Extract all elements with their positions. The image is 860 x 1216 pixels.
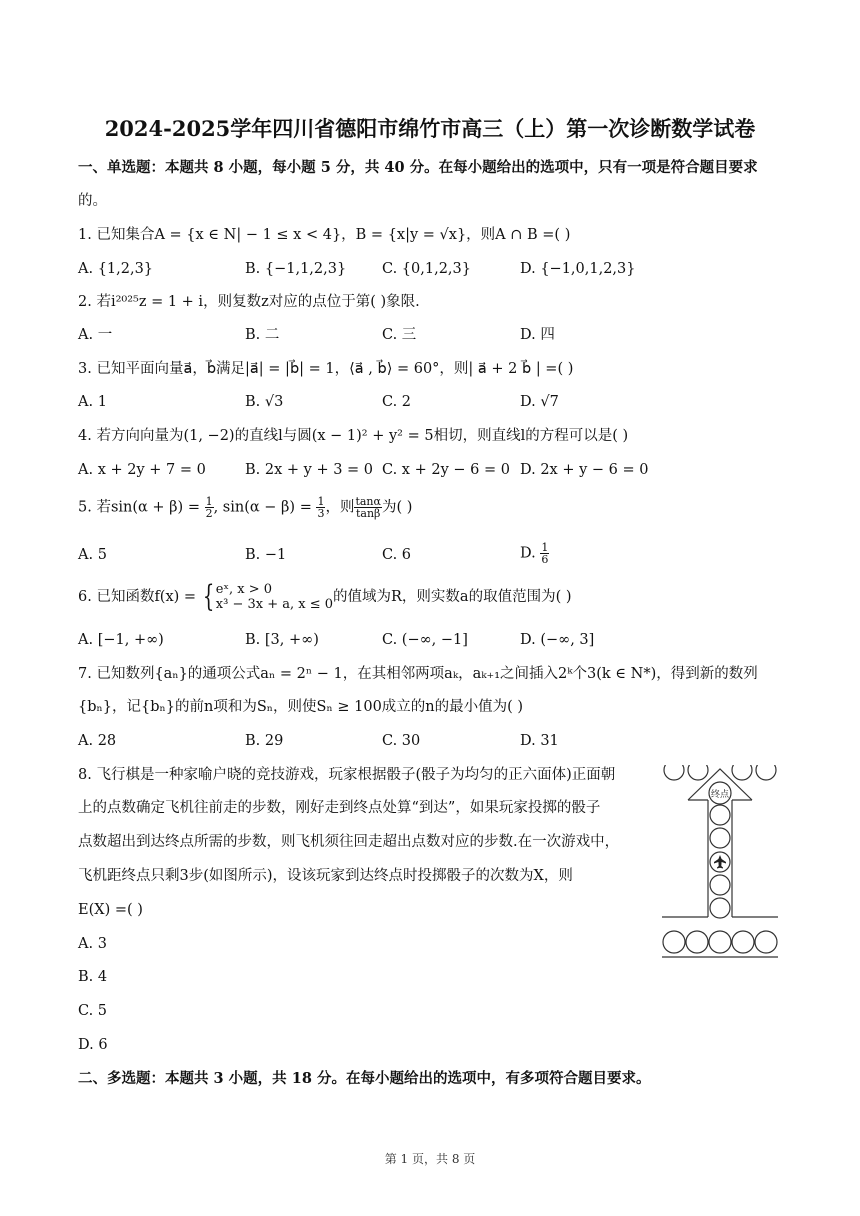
question-8-stem-line3: 点数超出到达终点所需的步数，则飞机须往回走超出点数对应的步数.在一次游戏中，	[78, 834, 620, 850]
q6-piecewise-cases	[216, 582, 333, 612]
q5-fraction-1	[205, 496, 214, 519]
q7-option-b: B. 29	[245, 733, 284, 749]
question-2-stem: 2. 若i²⁰²⁵z = 1 + i，则复数z对应的点位于第( )象限.	[78, 294, 420, 310]
page-footer: 第 1 页，共 8 页	[384, 1152, 476, 1166]
q5-option-a: A. 5	[78, 547, 107, 563]
q1-option-c: C. {0,1,2,3}	[382, 261, 471, 277]
q5-frac1-den: 2	[205, 507, 213, 520]
bottom-cell-5	[755, 931, 777, 953]
section1-heading-line2: 的。	[78, 193, 107, 209]
q3-option-b: B. √3	[245, 394, 284, 410]
q2-option-b: B. 二	[245, 327, 280, 343]
bottom-cell-1	[663, 931, 685, 953]
q8-option-a: A. 3	[78, 936, 107, 952]
q6-left-brace: {	[202, 579, 214, 614]
end-label: 终点	[710, 790, 730, 800]
flight-chess-figure	[660, 765, 780, 970]
bottom-cell-4	[732, 931, 754, 953]
track-cell-2	[710, 828, 730, 848]
question-8-stem-line4: 飞机距终点只剩3步(如图所示)，设该玩家到达终点时投掷骰子的次数为X，则	[78, 868, 573, 884]
q6-case-1: eˣ, x > 0	[215, 582, 272, 597]
section2-heading: 二、多选题：本题共 3 小题，共 18 分。在每小题给出的选项中，有多项符合题目要求。	[78, 1070, 651, 1087]
q5-stem-part-d: 为( )	[381, 499, 413, 516]
q4-option-c: C. x + 2y − 6 = 0	[382, 462, 510, 478]
q2-option-d: D. 四	[520, 327, 555, 343]
q5-option-d-fraction	[540, 542, 549, 565]
question-6-stem	[78, 579, 572, 614]
question-7-stem-line1: 7. 已知数列{aₙ}的通项公式aₙ = 2ⁿ − 1，在其相邻两项aₖ，aₖ₊₁之间插入2ᵏ个3(k ∈ N*)，得到新的数列	[78, 666, 758, 682]
q5-frac2-den: 3	[317, 507, 325, 520]
q7-option-d: D. 31	[520, 733, 559, 749]
top-cell-4	[756, 765, 776, 780]
q6-option-d: D. (−∞, 3]	[520, 632, 595, 648]
q5-frac3-den: tanβ	[355, 507, 381, 520]
q1-option-a: A. {1,2,3}	[78, 261, 154, 277]
bottom-cell-2	[686, 931, 708, 953]
q2-option-a: A. 一	[78, 327, 113, 343]
q5-option-b: B. −1	[245, 547, 287, 563]
q4-option-b: B. 2x + y + 3 = 0	[245, 462, 374, 478]
q5-frac1-num: 1	[205, 495, 213, 508]
question-5-stem	[78, 496, 412, 519]
track-cell-4	[710, 875, 730, 895]
q5-frac2-num: 1	[317, 495, 325, 508]
q5-option-d-prefix: D.	[520, 545, 541, 562]
q6-stem-part-a: 6. 已知函数f(x) =	[78, 589, 201, 605]
top-cell-2	[688, 765, 708, 780]
q6-case-2: x³ − 3x + a, x ≤ 0	[215, 597, 334, 612]
q8-option-b: B. 4	[78, 969, 108, 985]
q3-option-d: D. √7	[520, 394, 559, 410]
q5-option-c: C. 6	[382, 547, 412, 563]
track-cell-1	[710, 805, 730, 825]
q1-option-d: D. {−1,0,1,2,3}	[520, 261, 636, 277]
q8-option-d: D. 6	[78, 1037, 108, 1053]
question-1-stem: 1. 已知集合A = {x ∈ N| − 1 ≤ x < 4}，B = {x|y = √x}，则A ∩ B =( )	[78, 227, 571, 243]
q7-option-c: C. 30	[382, 733, 421, 749]
airplane-icon	[714, 855, 726, 869]
q6-option-b: B. [3, +∞)	[245, 632, 319, 648]
q7-option-a: A. 28	[78, 733, 117, 749]
question-8-stem-line5: E(X) =( )	[78, 902, 143, 918]
q4-option-a: A. x + 2y + 7 = 0	[78, 462, 206, 478]
q3-option-a: A. 1	[78, 394, 107, 410]
section1-heading-line1: 一、单选题：本题共 8 小题，每小题 5 分，共 40 分。在每小题给出的选项中，只有一项是符合题目要求	[78, 159, 758, 176]
q6-option-a: A. [−1, +∞)	[78, 632, 164, 648]
page-title: 2024-2025学年四川省德阳市绵竹市高三（上）第一次诊断数学试卷	[104, 116, 756, 141]
q5-option-d	[520, 542, 549, 565]
q8-option-c: C. 5	[78, 1003, 108, 1019]
question-7-stem-line2: {bₙ}，记{bₙ}的前n项和为Sₙ，则使Sₙ ≥ 100成立的n的最小值为( )	[78, 699, 524, 715]
top-cell-3	[732, 765, 752, 780]
track-cell-5	[710, 898, 730, 918]
q2-option-c: C. 三	[382, 327, 417, 343]
question-8-stem-line1: 8. 飞行棋是一种家喻户晓的竞技游戏，玩家根据骰子(骰子为均匀的正六面体)正面朝	[78, 767, 616, 783]
q6-stem-part-b: 的值域为R，则实数a的取值范围为( )	[333, 589, 572, 605]
q4-option-d: D. 2x + y − 6 = 0	[520, 462, 649, 478]
top-cell-1	[664, 765, 684, 780]
q5-optd-den: 6	[541, 553, 549, 566]
q5-stem-part-b: , sin(α − β) =	[213, 499, 317, 516]
question-3-stem: 3. 已知平面向量a⃗，b⃗满足|a⃗| = |b⃗| = 1，⟨a⃗ , b⃗⟩ = 60°，则| a⃗ + 2 b⃗ | =( )	[78, 361, 574, 377]
q5-stem-part-a: 5. 若sin(α + β) =	[78, 499, 205, 516]
q5-stem-part-c: ，则	[325, 499, 355, 516]
question-4-stem: 4. 若方向向量为(1, −2)的直线l与圆(x − 1)² + y² = 5相切，则直线l的方程可以是( )	[78, 428, 629, 444]
bottom-cell-3	[709, 931, 731, 953]
q3-option-c: C. 2	[382, 394, 412, 410]
q5-fraction-3	[354, 496, 382, 519]
q6-option-c: C. (−∞, −1]	[382, 632, 468, 648]
question-8-stem-line2: 上的点数确定飞机往前走的步数，刚好走到终点处算“到达”，如果玩家投掷的骰子	[78, 800, 601, 816]
q5-optd-num: 1	[541, 541, 549, 554]
q5-frac3-num: tanα	[355, 495, 381, 508]
q1-option-b: B. {−1,1,2,3}	[245, 261, 347, 277]
